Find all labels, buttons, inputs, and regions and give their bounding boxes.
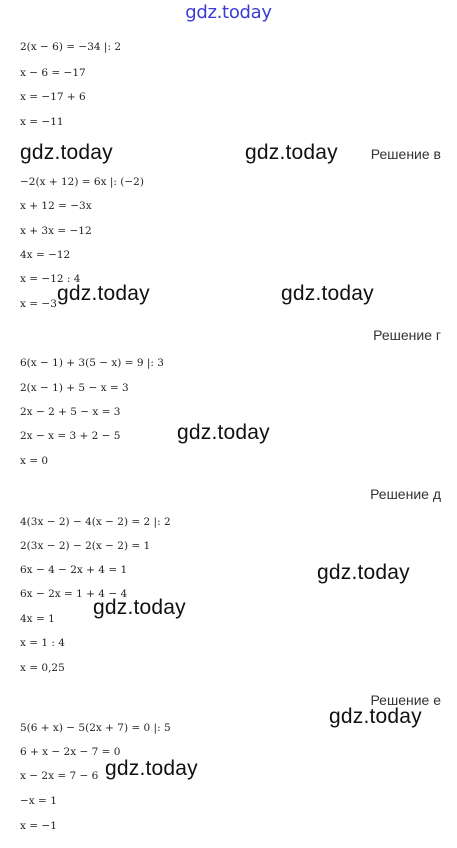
watermark: gdz.today [177,421,270,444]
equation-line: 6x − 2x = 1 + 4 − 4 [20,588,128,600]
equation-line: x − 6 = −17 [20,67,86,79]
equation-line: 2(x − 6) = −34 |: 2 [20,41,122,53]
equation-line: −x = 1 [20,795,57,807]
equation-line: 2(x − 1) + 5 − x = 3 [20,382,129,394]
watermark: gdz.today [57,282,150,305]
equation-line: 2(3x − 2) − 2(x − 2) = 1 [20,540,151,552]
equation-line: x = −1 [20,820,57,832]
equation-line: 6 + x − 2x − 7 = 0 [20,746,121,758]
equation-line: x = −3 [20,298,57,310]
solution-heading-d: Решение д [370,486,441,502]
equation-line: x = −17 + 6 [20,91,86,103]
equation-line: x = 1 : 4 [20,637,65,649]
watermark: gdz.today [317,561,410,584]
watermark: gdz.today [245,141,338,164]
equation-line: 6x − 4 − 2x + 4 = 1 [20,564,128,576]
equation-line: x = −11 [20,116,64,128]
equation-line: x + 12 = −3x [20,200,92,212]
watermark: gdz.today [281,282,374,305]
equation-line: −2(x + 12) = 6x |: (−2) [20,176,144,188]
watermark: gdz.today [20,141,113,164]
equation-line: 4(3x − 2) − 4(x − 2) = 2 |: 2 [20,516,171,528]
site-logo[interactable]: gdz.today [185,2,272,23]
solution-heading-g: Решение г [373,327,441,343]
watermark: gdz.today [329,705,422,728]
equation-line: x − 2x = 7 − 6 [20,770,99,782]
equation-line: 5(6 + x) − 5(2x + 7) = 0 |: 5 [20,722,171,734]
equation-line: x = −12 : 4 [20,273,81,285]
equation-line: 2x − x = 3 + 2 − 5 [20,430,121,442]
equation-line: 2x − 2 + 5 − x = 3 [20,406,121,418]
equation-line: 4x = −12 [20,249,71,261]
equation-line: x = 0,25 [20,662,65,674]
watermark: gdz.today [93,596,186,619]
watermark: gdz.today [105,757,198,780]
equation-line: x + 3x = −12 [20,225,92,237]
equation-line: 4x = 1 [20,613,55,625]
solution-heading-v: Решение в [370,146,441,162]
solution-heading-e: Решение е [370,692,441,708]
equation-line: x = 0 [20,455,49,467]
equation-line: 6(x − 1) + 3(5 − x) = 9 |: 3 [20,357,164,369]
